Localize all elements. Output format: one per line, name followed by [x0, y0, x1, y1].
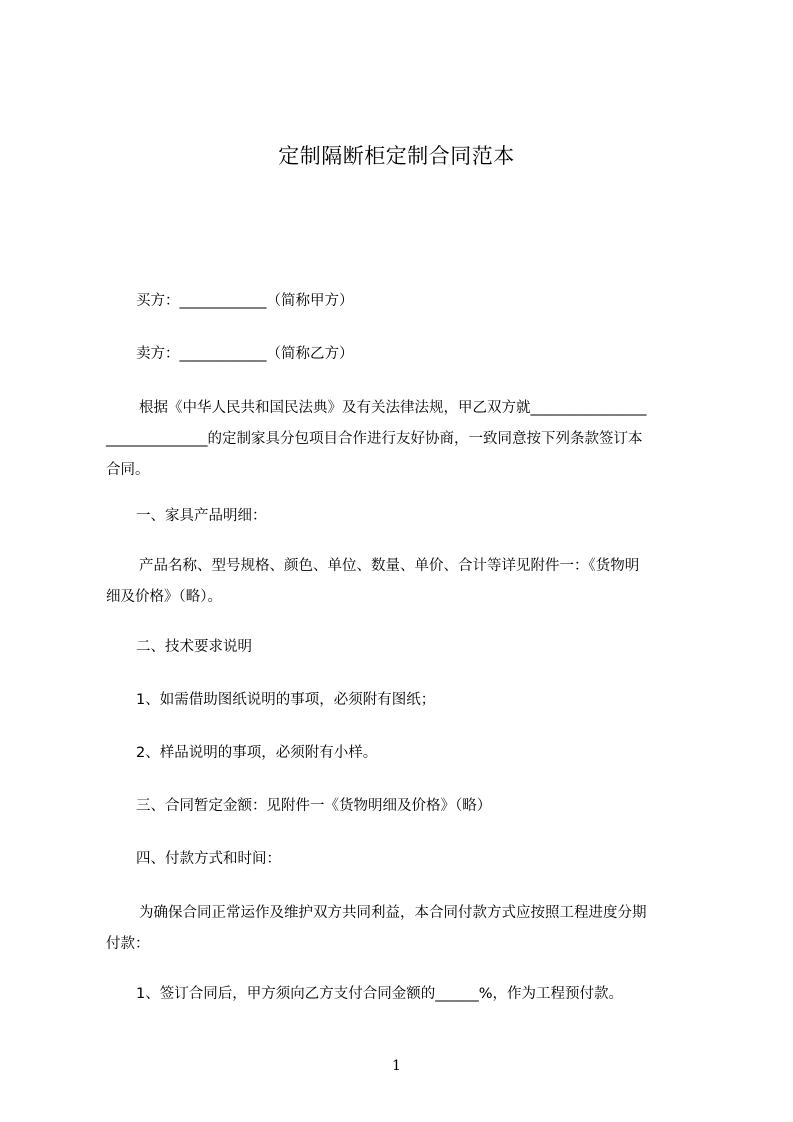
document-title: 定制隔断柜定制合同范本 — [278, 144, 515, 168]
section-1-body — [106, 551, 706, 613]
section-4-item-1: 1、签订合同后，甲方须向乙方支付合同金额的______%，作为工程预付款。 — [136, 986, 624, 1002]
section-2-item-2: 2、样品说明的事项，必须附有小样。 — [136, 745, 378, 761]
intro-paragraph — [106, 393, 706, 486]
section-4-line-2: 付款： — [106, 936, 150, 952]
intro-line-1: 根据《中华人民共和国民法典》及有关法律法规，甲乙双方就________________ — [139, 400, 647, 416]
section-4-heading: 四、付款方式和时间： — [136, 851, 281, 867]
intro-line-3: 合同。 — [106, 462, 150, 478]
section-4-line-1: 为确保合同正常运作及维护双方共同利益，本合同付款方式应按照工程进度分期 — [139, 905, 647, 921]
section-3-heading: 三、合同暂定金额：见附件一《货物明细及价格》（略） — [136, 798, 492, 814]
section-1-line-2: 细及价格》（略）。 — [106, 589, 222, 605]
section-1-heading: 一、家具产品明细： — [136, 508, 267, 524]
section-2-heading: 二、技术要求说明 — [136, 639, 252, 655]
section-1-line-1: 产品名称、型号规格、颜色、单位、数量、单价、合计等详见附件一：《货物明 — [139, 558, 640, 574]
section-2-item-1: 1、如需借助图纸说明的事项，必须附有图纸； — [136, 692, 436, 708]
intro-line-2: ______________的定制家具分包项目合作进行友好协商，一致同意按下列条款签订本 — [106, 431, 643, 447]
buyer-line: 买方：____________（简称甲方） — [136, 293, 354, 309]
seller-line: 卖方：____________（简称乙方） — [136, 346, 354, 362]
page-number: 1 — [392, 1058, 401, 1074]
section-4-body — [106, 898, 706, 960]
